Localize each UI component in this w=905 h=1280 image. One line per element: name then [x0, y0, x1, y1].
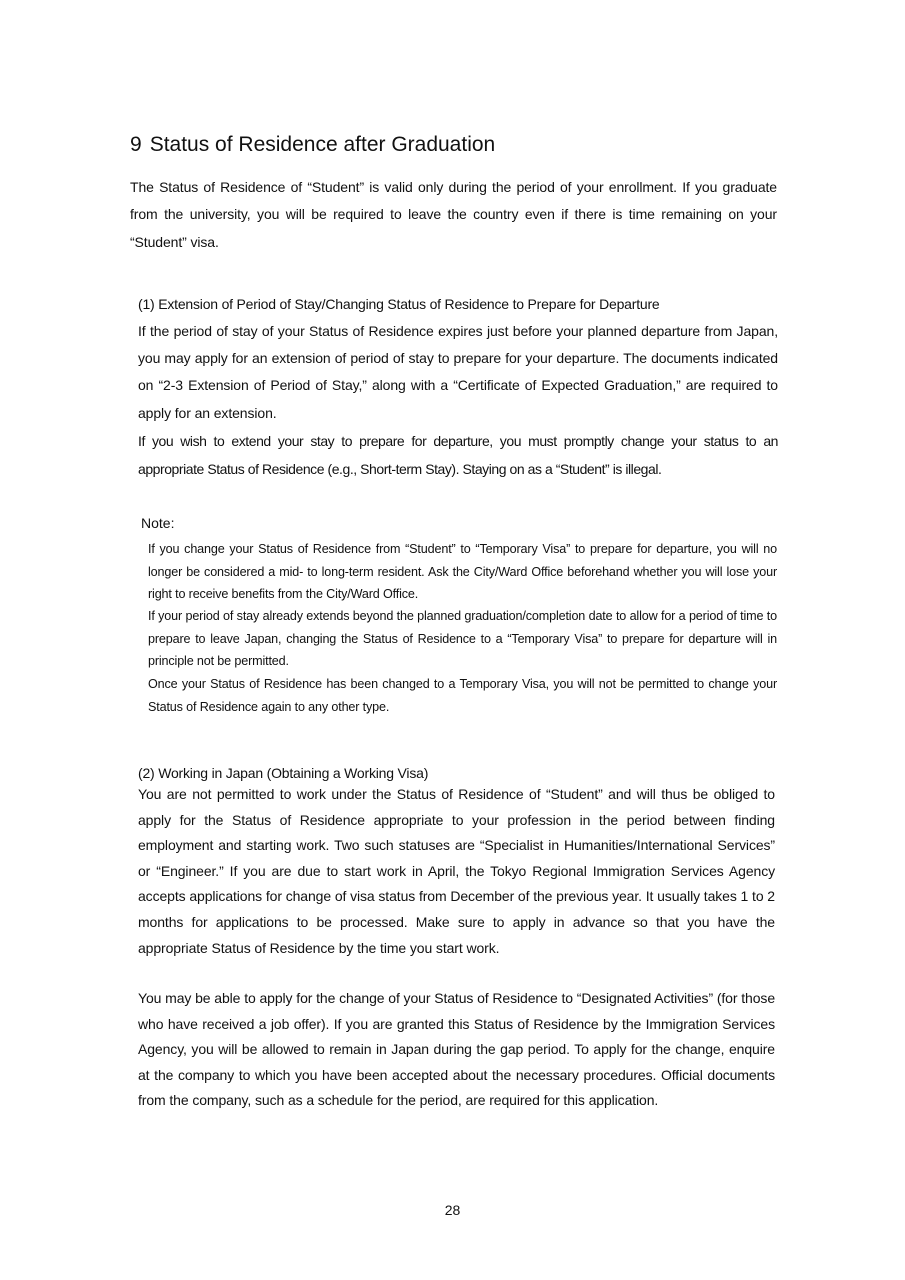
subsection-2-title: (2) Working in Japan (Obtaining a Working Visa): [138, 765, 429, 781]
subsection-1-paragraph-1: If the period of stay of your Status of Residence expires just before your planned departure from Japan, you may apply for an extension of period of stay to prepare for your departure. The documents indicated on “2-3 Extension of Period of Stay,” along with a “Certificate of Expected Graduation,” are required to apply for an extension.: [138, 323, 778, 421]
subsection-2-paragraph-1: You are not permitted to work under the Status of Residence of “Student” and will thus be obliged to apply for the Status of Residence appropriate to your profession in the period between finding employment and starting work. Two such statuses are “Specialist in Humanities/International Services” or “Engineer.” If you are due to start work in April, the Tokyo Regional Immigration Services Agency accepts applications for change of visa status from December of the previous year. It usually takes 1 to 2 months for applications to be processed. Make sure to apply in advance so that you have the appropriate Status of Residence by the time you start work.: [138, 786, 775, 956]
note-item-3: Once your Status of Residence has been changed to a Temporary Visa, you will not be permitted to change your Status of Residence again to any other type.: [148, 677, 777, 714]
section-heading: [130, 130, 495, 160]
note-item-1: If you change your Status of Residence from “Student” to “Temporary Visa” to prepare for departure, you will no longer be considered a mid- to long-term resident. Ask the City/Ward Office beforehand whether you will lose your right to receive benefits from the City/Ward Office.: [148, 542, 777, 601]
section-title: Status of Residence after Graduation: [149, 133, 496, 156]
intro-paragraph: The Status of Residence of “Student” is valid only during the period of your enrollment. If you graduate from the university, you will be required to leave the country even if there is time remaining on your “Student” visa.: [130, 179, 777, 250]
subsection-2-paragraph-2: You may be able to apply for the change of your Status of Residence to “Designated Activities” (for those who have received a job offer). If you are granted this Status of Residence by the Immigration Services Agency, you will be allowed to remain in Japan during the gap period. To apply for the change, enquire at the company to which you have been accepted about the necessary procedures. Official documents from the company, such as a schedule for the period, are required for this application.: [138, 990, 775, 1109]
page-number: 28: [444, 1202, 461, 1218]
section-number: 9: [130, 133, 142, 156]
subsection-1-paragraph-2: If you wish to extend your stay to prepare for departure, you must promptly change your status to an appropriate Status of Residence (e.g., Short-term Stay). Staying on as a “Student” is illegal.: [138, 433, 778, 477]
note-item-2: If your period of stay already extends beyond the planned graduation/completion date to allow for a period of time to prepare to leave Japan, changing the Status of Residence to a “Temporary Visa” to prepare for departure will in principle not be permitted.: [148, 609, 777, 668]
subsection-1-title: (1) Extension of Period of Stay/Changing Status of Residence to Prepare for Departure: [138, 296, 660, 312]
note-label: Note:: [141, 515, 175, 531]
